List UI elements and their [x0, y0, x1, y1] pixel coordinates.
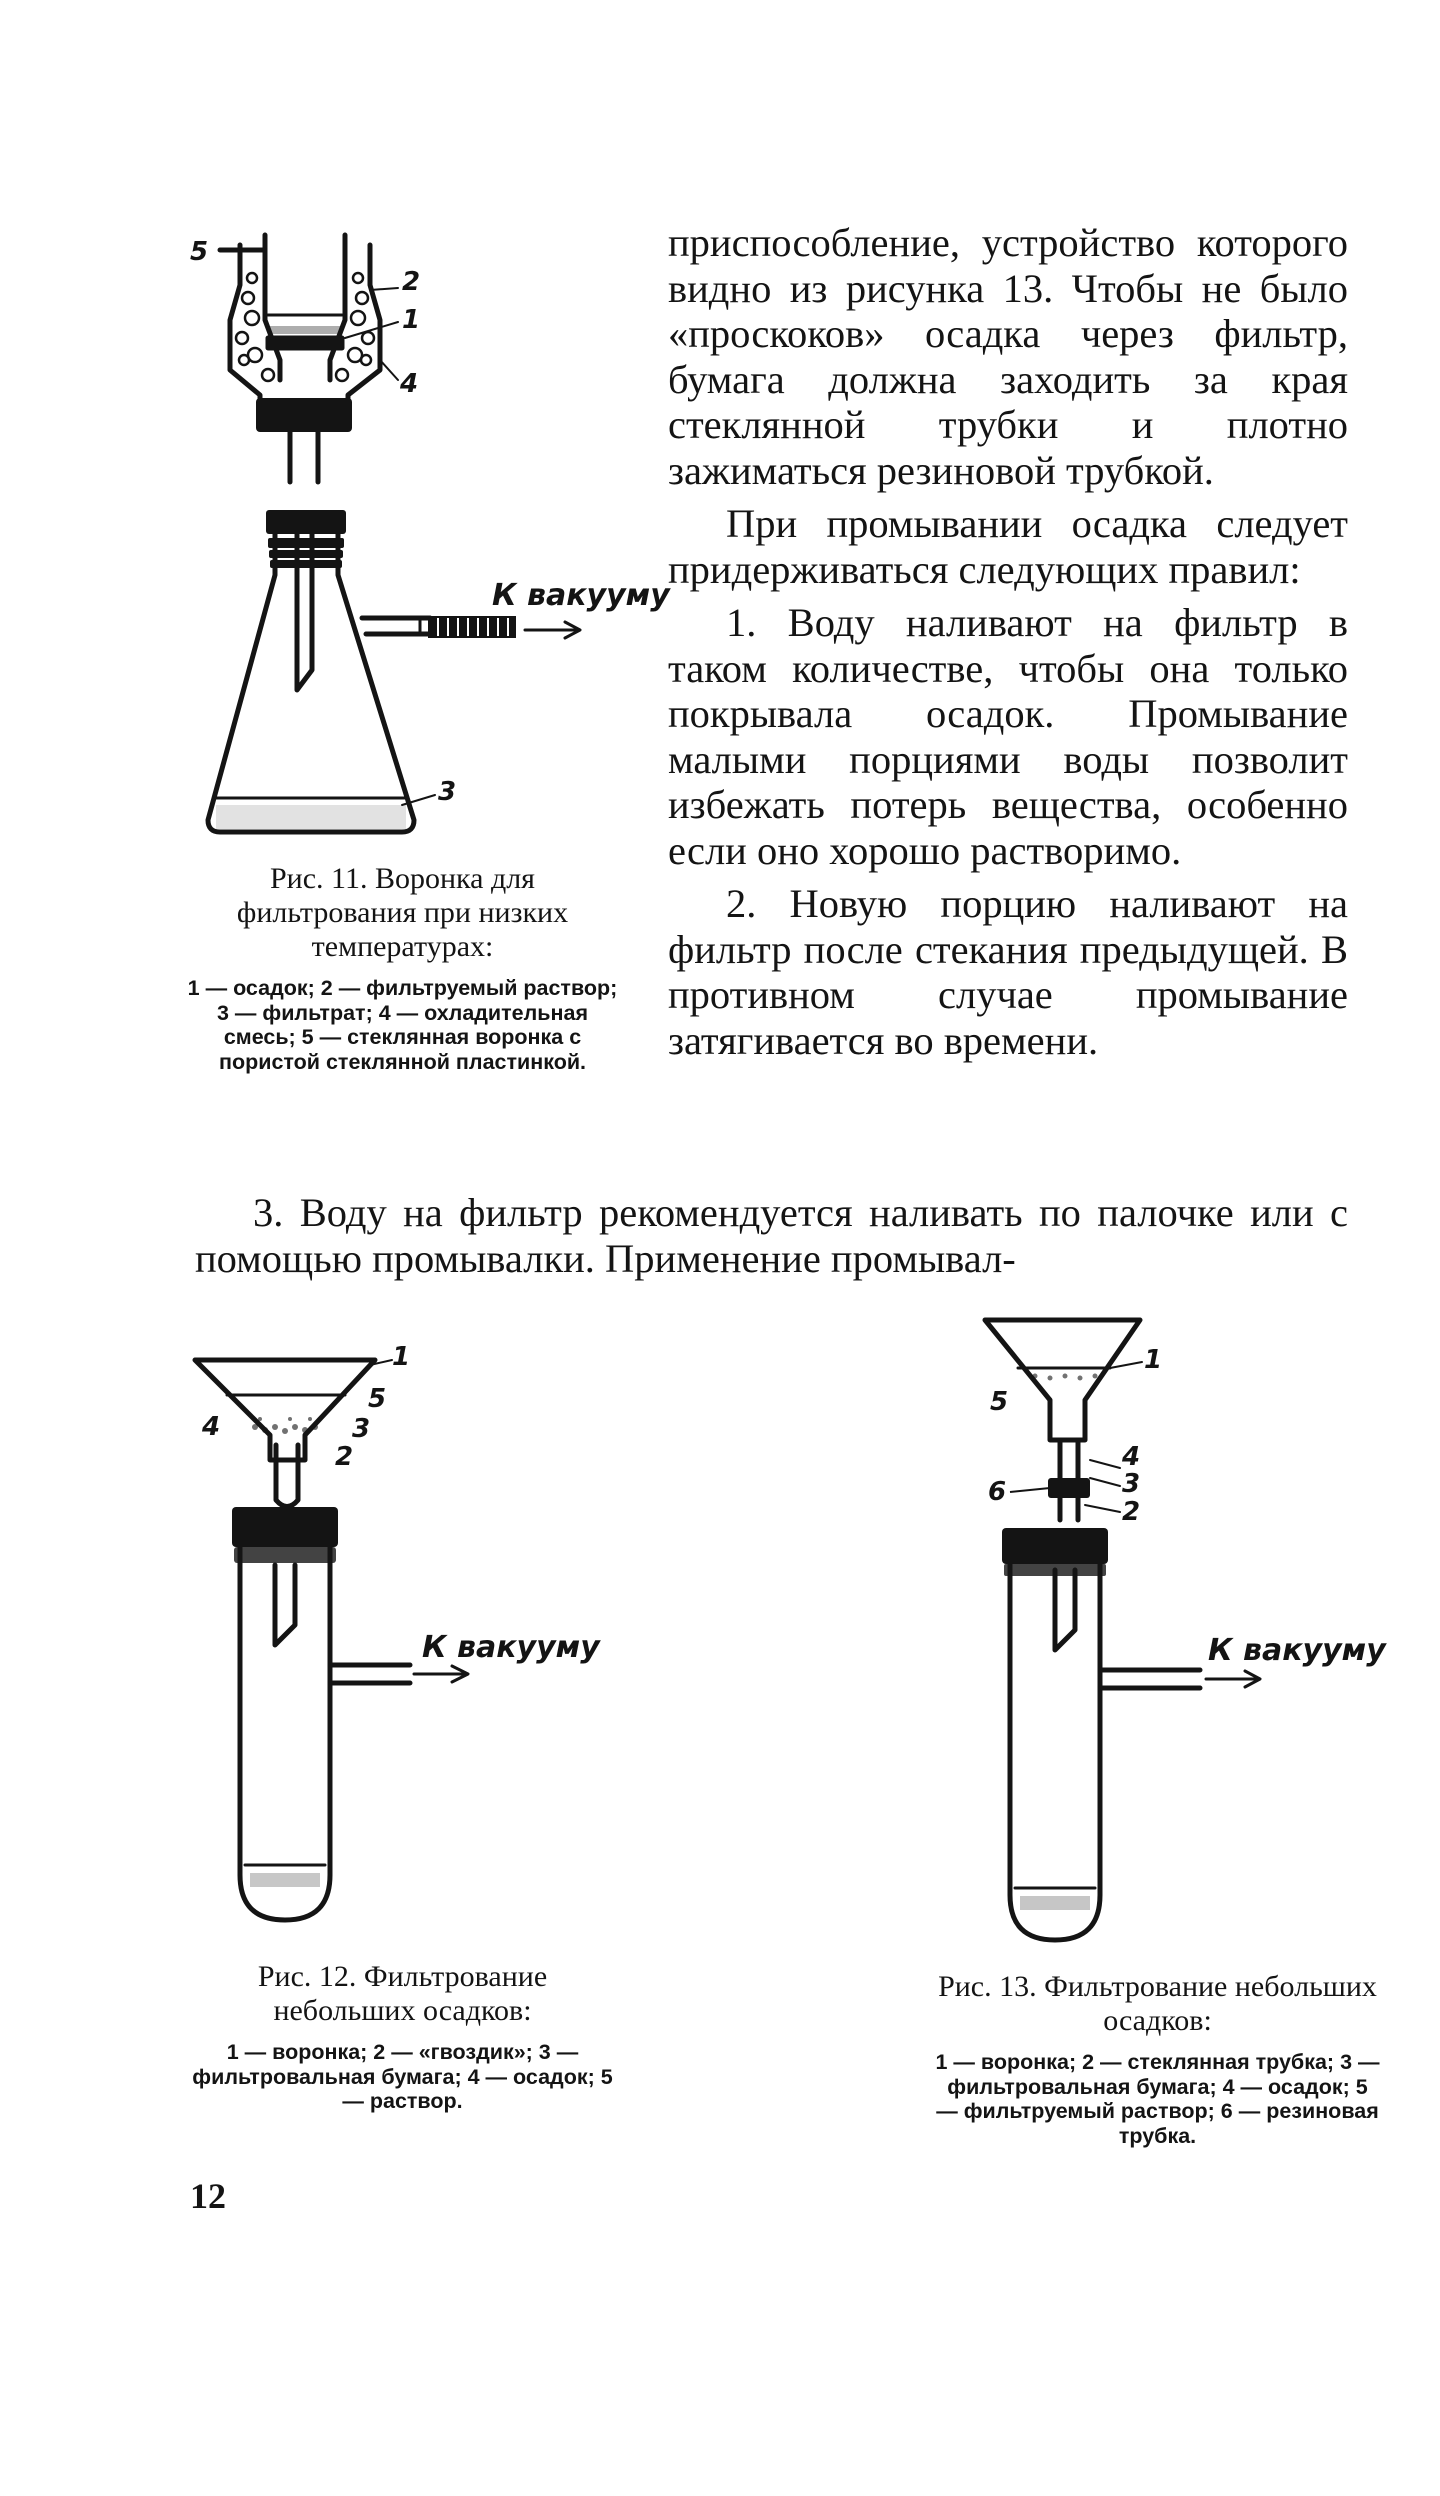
- fig12-marker-1: 1: [392, 1342, 411, 1372]
- figure-13-caption-title: Рис. 13. Фильтрование небольших осадков:: [938, 1970, 1377, 2037]
- rule-3: 3. Воду на фильтр рекомендуется наливать по палочке или с помощью промывалки. Применение промывал-: [195, 1190, 1348, 1281]
- figure-12-illustration: [180, 1335, 600, 1935]
- fig12-marker-5: 5: [368, 1384, 387, 1414]
- fig11-marker-2: 2: [402, 267, 421, 297]
- right-column-text: [668, 220, 1348, 1063]
- fig13-marker-3: 3: [1122, 1469, 1141, 1499]
- fig12-marker-4: 4: [202, 1412, 221, 1442]
- fig13-marker-5: 5: [990, 1387, 1009, 1417]
- fig11-marker-5: 5: [190, 237, 209, 267]
- paragraph-rules-intro: При промывании осадка следует придерживаться следующих правил:: [668, 501, 1348, 592]
- figure-11-legend: 1 — осадок; 2 — фильтруемый раствор; 3 — фильтрат; 4 — охладительная смесь; 5 — стеклянная воронка с пористой стеклянной пластинкой.: [187, 976, 618, 1074]
- fig13-marker-4: 4: [1122, 1442, 1141, 1472]
- rule-2: 2. Новую порцию наливают на фильтр после стекания предыдущей. В противном случае промывание затягивается во времени.: [668, 881, 1348, 1063]
- fig13-vacuum-label: К вакууму: [1208, 1633, 1386, 1668]
- paragraph-continuation: приспособление, устройство которого видно из рисунка 13. Чтобы не было «проскоков» осадка через фильтр, бумага должна заходить за края стеклянной трубки и плотно зажиматься резиновой трубкой.: [668, 220, 1348, 493]
- page-number: 12: [190, 2176, 226, 2216]
- figure-11-caption: [185, 862, 620, 1074]
- figure-12-caption-title: Рис. 12. Фильтрование небольших осадков:: [257, 1960, 548, 2027]
- figure-11-caption-title: Рис. 11. Воронка для фильтрования при низких температурах:: [236, 862, 569, 963]
- fig12-marker-3: 3: [352, 1414, 371, 1444]
- fig12-vacuum-label: К вакууму: [422, 1630, 600, 1665]
- fig13-marker-6: 6: [988, 1477, 1007, 1507]
- figure-11-illustration: [180, 220, 670, 860]
- figure-13-caption: [935, 1970, 1380, 2148]
- fig13-marker-1: 1: [1144, 1345, 1163, 1375]
- fig11-marker-3: 3: [438, 777, 457, 807]
- figure-13-illustration: [960, 1300, 1386, 1940]
- figure-12-legend: 1 — воронка; 2 — «гвоздик»; 3 — фильтровальная бумага; 4 — осадок; 5 — раствор.: [192, 2040, 613, 2113]
- figure-12-caption: [185, 1960, 620, 2114]
- rule-1: 1. Воду наливают на фильтр в таком количестве, чтобы она только покрывала осадок. Промывание малыми порциями воды позволит избежать потерь вещества, особенно если оно хорошо растворимо.: [668, 600, 1348, 873]
- fig13-marker-2: 2: [1122, 1497, 1141, 1527]
- fig12-marker-2: 2: [335, 1442, 354, 1472]
- figure-13-legend: 1 — воронка; 2 — стеклянная трубка; 3 — фильтровальная бумага; 4 — осадок; 5 — фильтруемый раствор; 6 — резиновая трубка.: [935, 2050, 1380, 2148]
- fig11-vacuum-label: К вакууму: [492, 578, 670, 613]
- fig11-marker-4: 4: [400, 369, 419, 399]
- fig11-marker-1: 1: [402, 305, 421, 335]
